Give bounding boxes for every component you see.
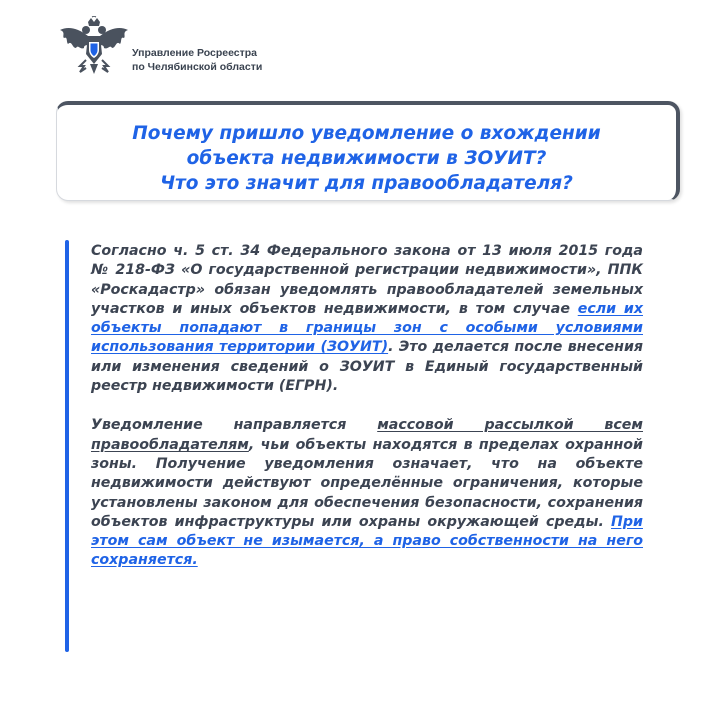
org-name-line1: Управление Росреестра (132, 47, 258, 59)
organization-name (132, 46, 262, 74)
article-body (91, 242, 643, 591)
p2-text-middle: , чьи объекты находятся в пределах охранной зоны. Получение уведомления означает, что на объекте недвижимости действуют определённые ограничения, которые установлены законом для обеспечения безопасности, сохранения объектов инфраструктуры или охраны окружающей среды. (91, 436, 643, 530)
mass-mailing-underlined: массовой рассылкой всем правообладателям (91, 417, 643, 453)
p2-text-start: Уведомление направляется (91, 417, 378, 434)
p1-text-end: . Это делается после внесения или изменения сведений о ЗОУИТ в Единый государственный реестр недвижимости (ЕГРН). (91, 339, 643, 395)
org-name-line2: по Челябинской области (132, 61, 263, 73)
title-line2: объекта недвижимости в ЗОУИТ? (186, 148, 547, 169)
rosreestr-eagle-logo-icon (58, 16, 130, 80)
ownership-retained-link[interactable]: При этом сам объект не изымается, а право собственности на него сохраняется. (91, 513, 643, 569)
accent-divider (65, 240, 69, 652)
title-line1: Почему пришло уведомление о вхождении (132, 123, 601, 144)
title-card (56, 101, 680, 201)
p1-text-start: Согласно ч. 5 ст. 34 Федерального закона от 13 июля 2015 года № 218-ФЗ «О государственной регистрации недвижимости», ППК «Роскадастр» обязан уведомлять правообладателей земельных участков и иных объектов недвижимости, в том случае (91, 243, 643, 317)
zouit-link[interactable]: если их объекты попадают в границы зон с особыми условиями использования территории (ЗОУИТ) (91, 300, 643, 356)
page-title (57, 121, 676, 196)
title-line3: Что это значит для правообладателя? (160, 173, 573, 194)
paragraph-2 (91, 416, 643, 570)
paragraph-1 (91, 242, 643, 396)
